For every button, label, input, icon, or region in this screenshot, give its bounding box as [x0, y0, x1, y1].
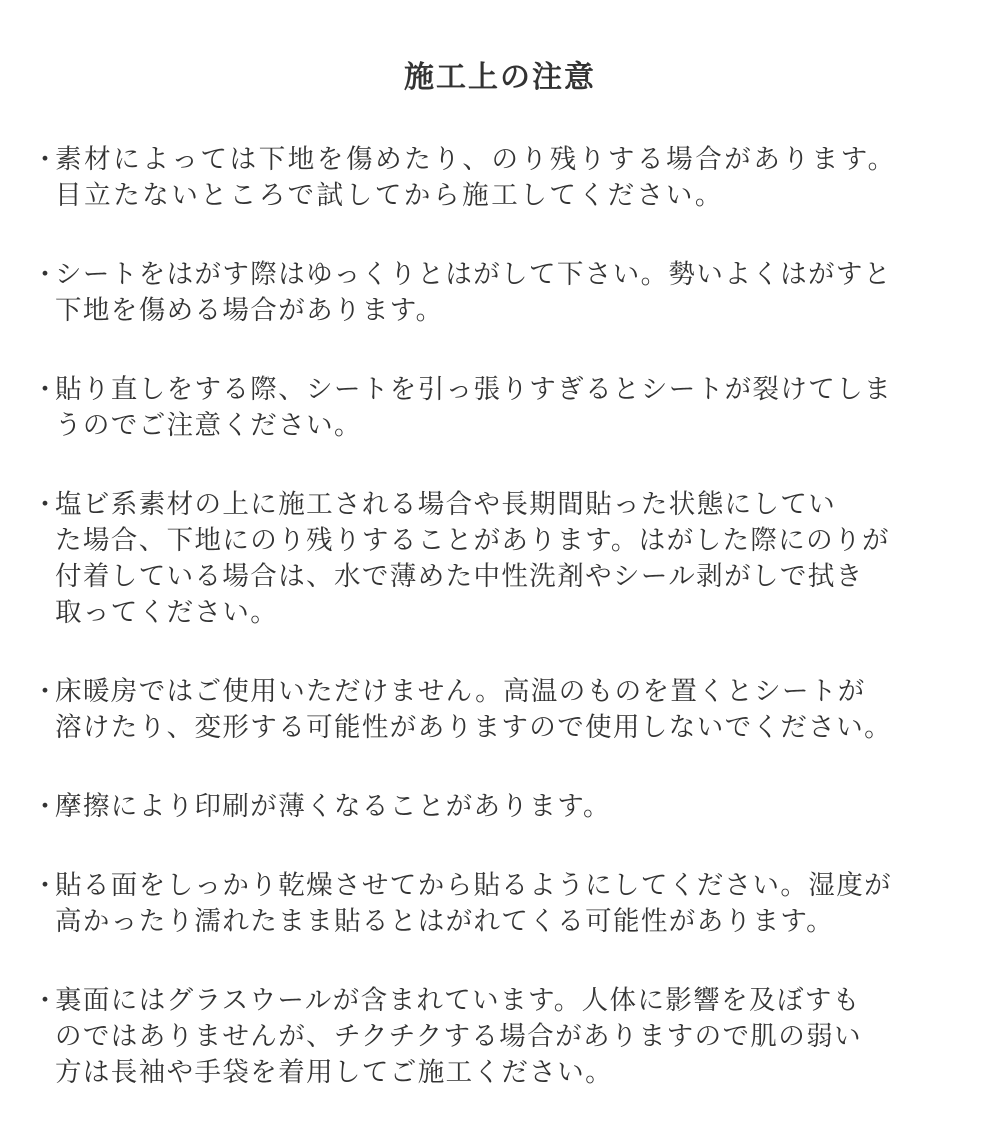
- note-line: 方は長袖や手袋を着用してご施工ください。: [55, 1057, 613, 1088]
- bullet-icon: ・: [32, 375, 60, 405]
- bullet-icon: ・: [32, 871, 60, 901]
- notes-list: [30, 142, 980, 1134]
- note-item: [30, 983, 980, 1091]
- note-line: た場合、下地にのり残りすることがあります。はがした際にのりが: [55, 525, 890, 556]
- bullet-icon: ・: [32, 792, 60, 822]
- bullet-icon: ・: [32, 677, 60, 707]
- note-line: 塩ビ系素材の上に施工される場合や長期間貼った状態にしてい: [55, 489, 837, 520]
- note-line: 下地を傷める場合があります。: [55, 295, 444, 326]
- note-line: 溶けたり、変形する可能性がありますので使用しないでください。: [55, 712, 892, 743]
- note-item: [30, 487, 980, 631]
- note-item: [30, 674, 980, 746]
- note-line: のではありませんが、チクチクする場合がありますので肌の弱い: [55, 1021, 862, 1052]
- note-line: 高かったり濡れたまま貼るとはがれてくる可能性があります。: [55, 906, 835, 937]
- note-item: [30, 868, 980, 940]
- bullet-icon: ・: [32, 986, 60, 1016]
- note-line: うのでご注意ください。: [55, 410, 362, 441]
- note-line: 目立たないところで試してから施工してください。: [55, 180, 725, 211]
- note-item: [30, 372, 980, 444]
- note-line: 摩擦により印刷が薄くなることがあります。: [55, 791, 611, 822]
- note-item: [30, 257, 980, 329]
- note-line: 貼り直しをする際、シートを引っ張りすぎるとシートが裂けてしま: [55, 374, 892, 405]
- note-item: [30, 142, 980, 214]
- bullet-icon: ・: [32, 260, 60, 290]
- note-line: 素材によっては下地を傷めたり、のり残りする場合があります。: [55, 144, 897, 175]
- bullet-icon: ・: [32, 145, 61, 175]
- note-item: [30, 789, 980, 825]
- note-line: 裏面にはグラスウールが含まれています。人体に影響を及ぼすも: [55, 985, 861, 1016]
- note-line: 付着している場合は、水で薄めた中性洗剤やシール剥がしで拭き: [55, 561, 864, 592]
- page-title: 施工上の注意: [404, 60, 596, 95]
- note-line: 貼る面をしっかり乾燥させてから貼るようにしてください。湿度が: [55, 870, 892, 901]
- note-line: シートをはがす際はゆっくりとはがして下さい。勢いよくはがすと: [55, 259, 892, 290]
- bullet-icon: ・: [32, 490, 60, 520]
- note-line: 床暖房ではご使用いただけません。高温のものを置くとシートが: [55, 676, 866, 707]
- note-line: 取ってください。: [55, 597, 279, 628]
